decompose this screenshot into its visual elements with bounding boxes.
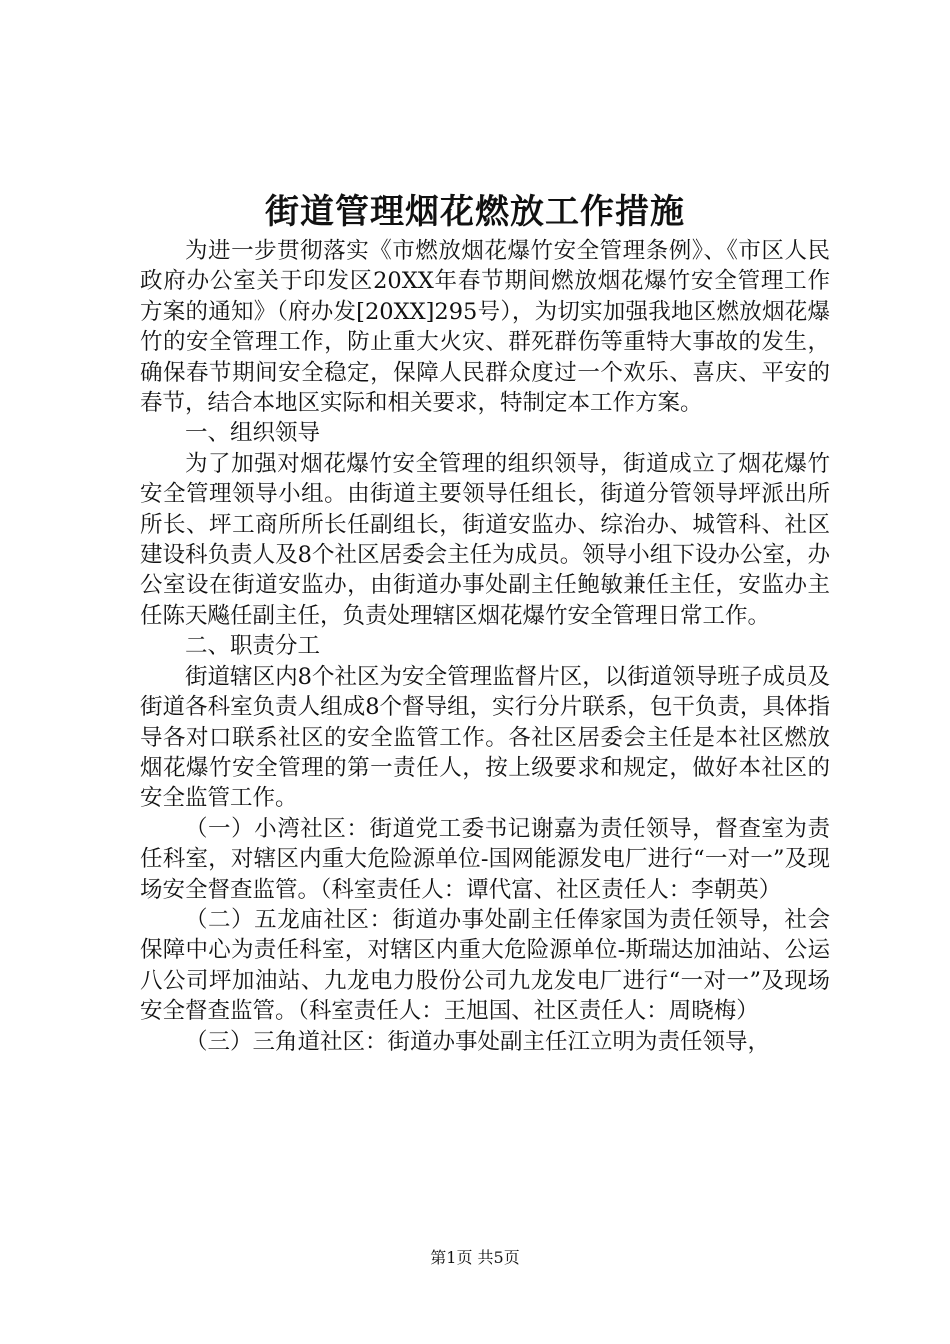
- community-item-2: （二）五龙庙社区：街道办事处副主任俸家国为责任领导，社会保障中心为责任科室，对辖区内重大危险源单位-斯瑞达加油站、公运八公司坪加油站、九龙电力股份公司九龙发电厂进行“一对一”及现场安全督查监管。（科室责任人：王旭国、社区责任人：周晓梅）: [140, 906, 830, 1025]
- document-body: [140, 236, 830, 1057]
- document-title: 街道管理烟花燃放工作措施: [265, 192, 685, 232]
- organization-paragraph: 为了加强对烟花爆竹安全管理的组织领导，街道成立了烟花爆竹安全管理领导小组。由街道主要领导任组长，街道分管领导坪派出所所长、坪工商所所长任副组长，街道安监办、综治办、城管科、社区建设科负责人及8个社区居委会主任为成员。领导小组下设办公室，办公室设在街道安监办，由街道办事处副主任鲍敏兼任主任，安监办主任陈天飚任副主任，负责处理辖区烟花爆竹安全管理日常工作。: [140, 450, 830, 629]
- section-heading-organization: 一、组织领导: [185, 420, 321, 447]
- section-heading-duties: 二、职责分工: [185, 633, 321, 660]
- community-item-1: （一）小湾社区：街道党工委书记谢嘉为责任领导，督查室为责任科室，对辖区内重大危险源单位-国网能源发电厂进行“一对一”及现场安全督查监管。（科室责任人：谭代富、社区责任人：李朝英）: [140, 815, 830, 903]
- duties-paragraph: 街道辖区内8个社区为安全管理监督片区，以街道领导班子成员及街道各科室负责人组成8个督导组，实行分片联系，包干负责，具体指导各对口联系社区的安全监管工作。各社区居委会主任是本社区燃放烟花爆竹安全管理的第一责任人，按上级要求和规定，做好本社区的安全监管工作。: [140, 663, 830, 812]
- community-item-3: （三）三角道社区：街道办事处副主任江立明为责任领导，: [185, 1028, 771, 1055]
- intro-paragraph: 为进一步贯彻落实《市燃放烟花爆竹安全管理条例》、《市区人民政府办公室关于印发区20XX年春节期间燃放烟花爆竹安全管理工作方案的通知》（府办发[20XX]295号），为切实加强我地区燃放烟花爆竹的安全管理工作，防止重大火灾、群死群伤等重特大事故的发生，确保春节期间安全稳定，保障人民群众度过一个欢乐、喜庆、平安的春节，结合本地区实际和相关要求，特制定本工作方案。: [140, 238, 830, 417]
- page-number-footer: 第1页 共5页: [430, 1248, 520, 1267]
